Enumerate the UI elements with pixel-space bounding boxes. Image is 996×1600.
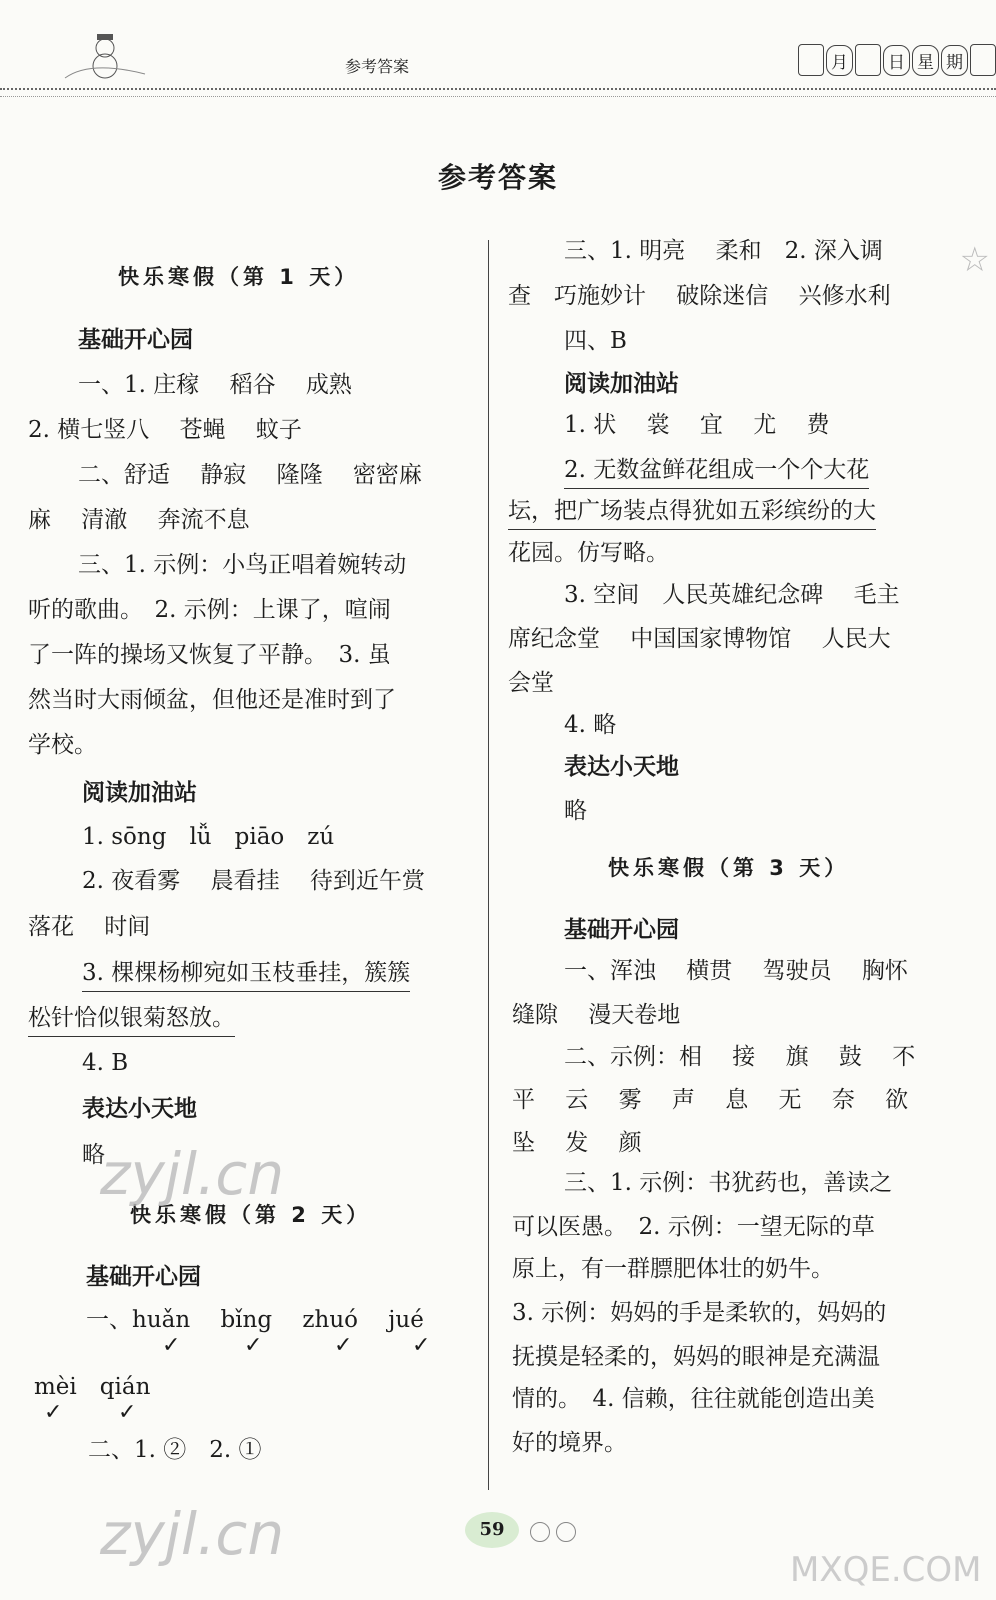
deco-circle-icon [556, 1522, 576, 1542]
answer-line: mèi qián [34, 1374, 151, 1400]
page-number: 59 [465, 1512, 519, 1548]
deco-circle-icon [530, 1522, 550, 1542]
check-mark-icon: ✓ [334, 1333, 353, 1358]
answer-line: 然当时大雨倾盆，但他还是准时到了 [28, 687, 396, 713]
watermark: zyjl.cn [100, 1140, 285, 1208]
answer-line: 二、舒适 静寂 隆隆 密密麻 [78, 462, 422, 488]
answer-line: 阅读加油站 [82, 780, 197, 806]
answer-line: 了一阵的操场又恢复了平静。 3. 虽 [28, 642, 391, 668]
answer-line: 查 巧施妙计 破除迷信 兴修水利 [508, 283, 891, 309]
check-mark-icon: ✓ [244, 1333, 263, 1358]
answer-line: 三、1. 示例：小鸟正唱着婉转动 [78, 552, 407, 578]
answer-line: 略 [82, 1142, 105, 1168]
answer-line: 听的歌曲。 2. 示例：上课了，喧闹 [28, 597, 391, 623]
answer-line: 1. sōng lǚ piāo zú [82, 824, 335, 850]
answer-line: 坛，把广场装点得犹如五彩缤纷的大 [508, 496, 876, 530]
answer-line: 好的境界。 [512, 1430, 627, 1456]
answer-line: 落花 时间 [28, 914, 151, 940]
answer-line: 2. 横七竖八 苍蝇 蚊子 [28, 417, 302, 443]
check-mark-icon: ✓ [118, 1400, 137, 1425]
check-mark-icon: ✓ [412, 1333, 431, 1358]
answer-line: 一、浑浊 横贯 驾驶员 胸怀 [564, 958, 908, 984]
watermark: zyjl.cn [100, 1500, 285, 1568]
column-divider [488, 240, 489, 1490]
answer-line: 阅读加油站 [564, 371, 679, 397]
answer-line: 二、1. ② 2. ① [88, 1437, 262, 1463]
star-icon: ☆ [959, 240, 990, 280]
answer-line: 基础开心园 [78, 327, 193, 353]
answer-line: 三、1. 示例：书犹药也，善读之 [564, 1170, 893, 1196]
answer-line: 麻 清澈 奔流不息 [28, 507, 250, 533]
page-title: 参考答案 [437, 161, 558, 194]
answer-line: 基础开心园 [564, 917, 679, 943]
watermark: MXQE.COM [790, 1550, 982, 1590]
answer-line: 快乐寒假（第 2 天） [130, 1203, 372, 1227]
check-mark-icon: ✓ [44, 1400, 63, 1425]
answer-line: 四、B [564, 328, 627, 354]
answer-line: 表达小天地 [564, 754, 679, 780]
answer-line: 抚摸是轻柔的，妈妈的眼神是充满温 [512, 1344, 880, 1370]
answer-line: 情的。 4. 信赖，往往就能创造出美 [512, 1386, 875, 1412]
answer-line: 缝隙 漫天卷地 [512, 1002, 681, 1028]
answer-line: 坠 发 颜 [512, 1130, 642, 1156]
answer-line: 三、1. 明亮 柔和 2. 深入调 [564, 238, 883, 264]
answer-line: 表达小天地 [82, 1096, 197, 1122]
check-mark-icon: ✓ [162, 1333, 181, 1358]
answer-line: 一、huǎn bǐng zhuó jué [86, 1307, 424, 1333]
answer-line: 席纪念堂 中国国家博物馆 人民大 [508, 626, 891, 652]
answer-line: 3. 示例：妈妈的手是柔软的，妈妈的 [512, 1300, 887, 1326]
answer-line: 快乐寒假（第 3 天） [608, 856, 850, 880]
answer-line: 二、示例：相 接 旗 鼓 不 [564, 1044, 916, 1070]
answer-line: 原上，有一群膘肥体壮的奶牛。 [512, 1256, 834, 1282]
answer-line: 3. 棵棵杨柳宛如玉枝垂挂，簇簇 [82, 958, 410, 992]
answer-line: 基础开心园 [86, 1264, 201, 1290]
answer-line: 快乐寒假（第 1 天） [118, 265, 360, 289]
answer-line: 2. 夜看雾 晨看挂 待到近午赏 [82, 868, 425, 894]
answer-line: 2. 无数盆鲜花组成一个个大花 [564, 455, 869, 489]
answer-line: 花园。仿写略。 [508, 540, 669, 566]
answer-line: 3. 空间 人民英雄纪念碑 毛主 [564, 582, 900, 608]
answer-line: 一、1. 庄稼 稻谷 成熟 [78, 372, 352, 398]
answer-line: 略 [564, 798, 587, 824]
answer-line: 会堂 [508, 670, 554, 696]
answer-line: 1. 状 裳 宜 尤 费 [564, 412, 830, 438]
answer-line: 4. B [82, 1050, 129, 1076]
answer-line: 学校。 [28, 732, 97, 758]
answer-line: 4. 略 [564, 712, 617, 738]
answer-line: 松针恰似银菊怒放。 [28, 1003, 235, 1037]
answer-line: 平 云 雾 声 息 无 奈 欲 [512, 1087, 909, 1113]
date-box: 月 日 星 期 [798, 44, 996, 76]
snowman-icon [60, 30, 150, 84]
answer-line: 可以医愚。 2. 示例：一望无际的草 [512, 1214, 875, 1240]
header-title: 参考答案 [345, 57, 410, 76]
page-header [0, 0, 996, 100]
